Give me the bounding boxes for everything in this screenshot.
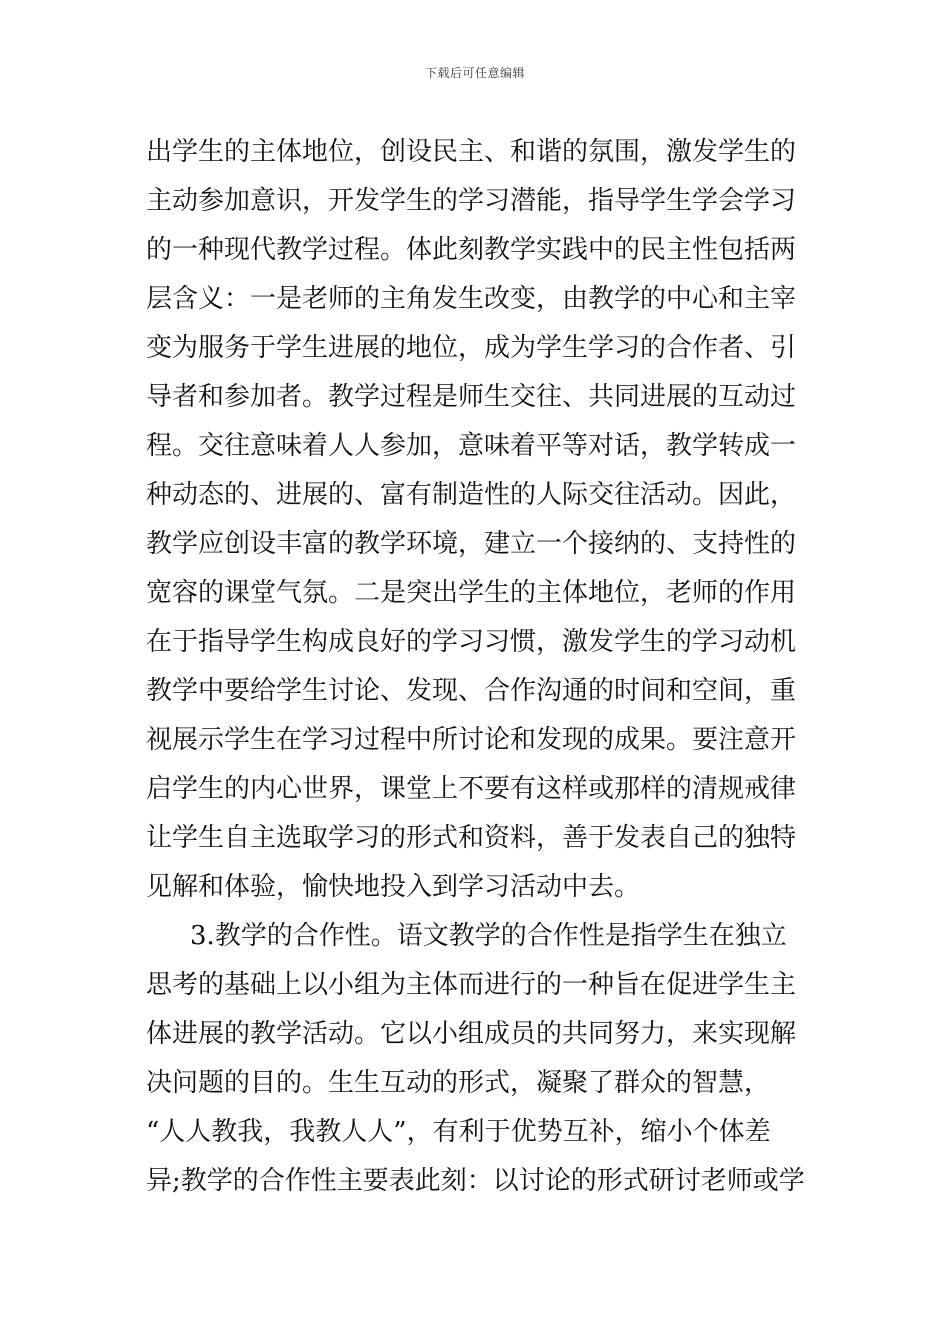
page-header: 下载后可任意编辑 [424,66,525,80]
text-line: 体进展的教学活动。它以小组成员的共同努力，来实现解 [146,1019,797,1049]
text-line: 种动态的、进展的、富有制造性的人际交往活动。因此， [146,480,797,510]
text-line: 思考的基础上以小组为主体而进行的一种旨在促进学生主 [146,970,797,1000]
text-line: 教学中要给学生讨论、发现、合作沟通的时间和空间，重 [146,676,797,706]
text-line: 程。交往意味着人人参加，意味着平等对话，教学转成一 [146,431,797,461]
text-line: “人人教我，我教人人”，有利于优势互补，缩小个体差 [146,1117,771,1147]
text-line: 视展示学生在学习过程中所讨论和发现的成果。要注意开 [146,725,797,755]
text-line: 出学生的主体地位，创设民主、和谐的氛围，激发学生的 [146,137,797,167]
text-line: 导者和参加者。教学过程是师生交往、共同进展的互动过 [146,382,797,412]
text-line: 主动参加意识，开发学生的学习潜能，指导学生学会学习 [146,186,797,216]
text-line: 的一种现代教学过程。体此刻教学实践中的民主性包括两 [146,235,797,265]
text-line: 见解和体验，愉快地投入到学习活动中去。 [146,872,641,902]
text-line: 异;教学的合作性主要表此刻：以讨论的形式研讨老师或学 [146,1166,805,1196]
text-line: 在于指导学生构成良好的学习习惯，激发学生的学习动机 [146,627,797,657]
text-line: 决问题的目的。生生互动的形式，凝聚了群众的智慧， [146,1068,771,1098]
text-line: 启学生的内心世界，课堂上不要有这样或那样的清规戒律 [146,774,797,804]
text-line: 教学应创设丰富的教学环境，建立一个接纳的、支持性的 [146,529,797,559]
paragraph-start-line: 3.教学的合作性。语文教学的合作性是指学生在独立 [190,921,787,951]
text-line: 变为服务于学生进展的地位，成为学生学习的合作者、引 [146,333,797,363]
text-line: 宽容的课堂气氛。二是突出学生的主体地位，老师的作用 [146,578,797,608]
document-body [146,128,816,1206]
text-line: 让学生自主选取学习的形式和资料，善于发表自己的独特 [146,823,797,853]
text-line: 层含义：一是老师的主角发生改变，由教学的中心和主宰 [146,284,797,314]
